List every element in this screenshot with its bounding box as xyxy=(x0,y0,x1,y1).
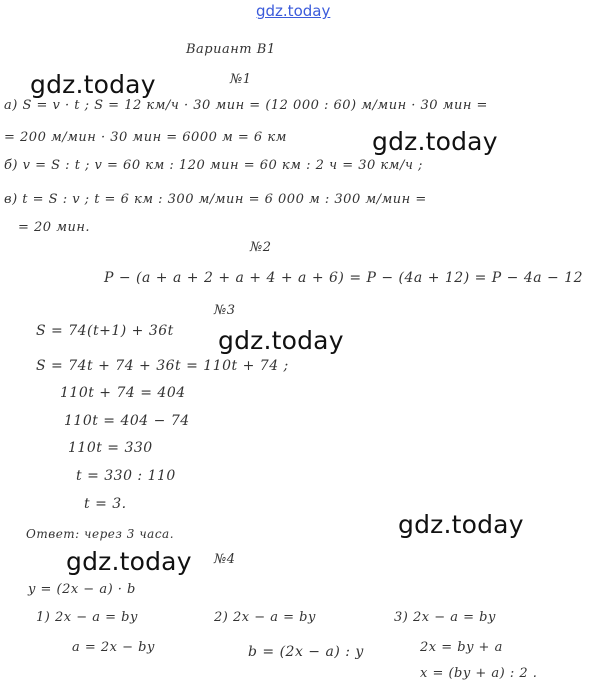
watermark-1: gdz.today xyxy=(30,70,156,99)
task1-line-b: б) v = S : t ; v = 60 км : 120 мин = 60 км : 2 ч = 30 км/ч ; xyxy=(4,158,423,173)
task4-formula: y = (2x − a) · b xyxy=(28,582,136,597)
task1-line-a1: а) S = v · t ; S = 12 км/ч · 30 мин = (12 000 : 60) м/мин · 30 мин = xyxy=(4,98,488,113)
task3-answer: Ответ: через 3 часа. xyxy=(26,527,175,541)
task4-col1-line2: a = 2x − by xyxy=(72,640,155,655)
task2-line: P − (a + a + 2 + a + 4 + a + 6) = P − (4a + 12) = P − 4a − 12 xyxy=(104,270,584,286)
task1-number: №1 xyxy=(230,72,252,87)
task4-col1-line1: 1) 2x − a = by xyxy=(36,610,138,625)
variant-title: Вариант В1 xyxy=(186,42,276,57)
watermark-2: gdz.today xyxy=(372,127,498,156)
task4-col2-line1: 2) 2x − a = by xyxy=(214,610,316,625)
task1-line-a2: = 200 м/мин · 30 мин = 6000 м = 6 км xyxy=(4,130,287,145)
task1-line-c1: в) t = S : v ; t = 6 км : 300 м/мин = 6 000 м : 300 м/мин = xyxy=(4,192,427,207)
task3-line-1: S = 74(t+1) + 36t xyxy=(36,323,174,339)
task4-number: №4 xyxy=(214,552,236,567)
task1-line-c2: = 20 мин. xyxy=(18,220,91,235)
task3-line-5: 110t = 330 xyxy=(68,440,153,456)
task4-col3-line2: 2x = by + a xyxy=(420,640,503,655)
watermark-3: gdz.today xyxy=(218,326,344,355)
task3-line-7: t = 3. xyxy=(84,496,127,512)
task3-line-6: t = 330 : 110 xyxy=(76,468,176,484)
task4-col3-line3: x = (by + a) : 2 . xyxy=(420,666,538,681)
task3-number: №3 xyxy=(214,303,236,318)
task4-col3-line1: 3) 2x − a = by xyxy=(394,610,496,625)
task4-col2-line2: b = (2x − a) : y xyxy=(248,644,364,660)
task3-line-3: 110t + 74 = 404 xyxy=(60,385,186,401)
task3-line-4: 110t = 404 − 74 xyxy=(64,413,190,429)
watermark-4: gdz.today xyxy=(398,510,524,539)
task3-line-2: S = 74t + 74 + 36t = 110t + 74 ; xyxy=(36,358,289,374)
header-watermark[interactable]: gdz.today xyxy=(256,2,331,20)
watermark-5: gdz.today xyxy=(66,547,192,576)
task2-number: №2 xyxy=(250,240,272,255)
